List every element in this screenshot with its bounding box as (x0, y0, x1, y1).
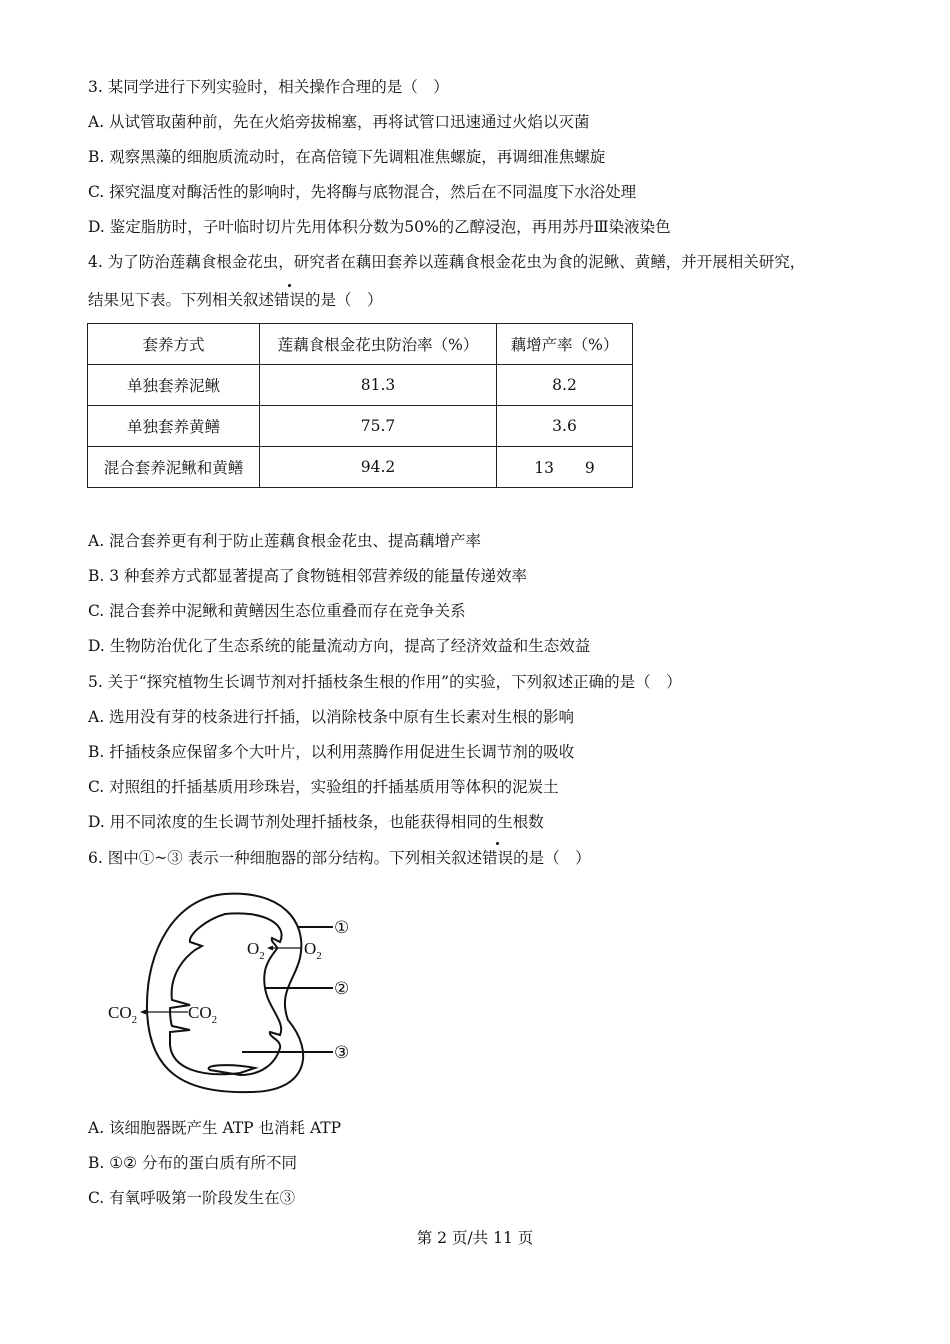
q6-stem-emphasis: 错误 (482, 849, 514, 867)
label-1: ① (334, 918, 350, 937)
table-cell: 75.7 (260, 406, 497, 447)
table-header: 藕增产率（%） (497, 324, 633, 365)
q4-stem-line2 (88, 290, 383, 310)
table-cell: 混合套养泥鳅和黄鳝 (88, 447, 260, 488)
table-cell: 单独套养黄鳝 (88, 406, 260, 447)
q4-stem-emphasis: 错误 (274, 291, 306, 309)
o2-inner: $O_2$ (247, 939, 265, 962)
table-header: 莲藕食根金花虫防治率（%） (260, 324, 497, 365)
table-cell: 单独套养泥鳅 (88, 365, 260, 406)
q6-stem-pre: 6. 图中①~③ 表示一种细胞器的部分结构。下列相关叙述 (88, 849, 483, 867)
table-cell: 8.2 (497, 365, 633, 406)
q6-stem-post: 的是（ ） (513, 849, 591, 867)
q3-option-a: A. 从试管取菌种前，先在火焰旁拔棉塞，再将试管口迅速通过火焰以灭菌 (88, 113, 590, 131)
arrow-head-co2 (140, 1010, 146, 1015)
q5-option-c: C. 对照组的扦插基质用珍珠岩，实验组的扦插基质用等体积的泥炭土 (88, 778, 559, 796)
arrow-head-o2 (267, 946, 273, 951)
table-header: 套养方式 (88, 324, 260, 365)
table-row (88, 447, 633, 488)
page-footer: 第 2 页/共 11 页 (416, 1229, 534, 1247)
outer-membrane (147, 894, 303, 1092)
table-cell: 3.6 (497, 406, 633, 447)
table-row (88, 406, 633, 447)
q4-option-b: B. 3 种套养方式都显著提高了食物链相邻营养级的能量传递效率 (88, 567, 528, 585)
q3-stem: 3. 某同学进行下列实验时，相关操作合理的是（ ） (88, 78, 449, 96)
inner-membrane (170, 913, 282, 1075)
q6-option-a: A. 该细胞器既产生 ATP 也消耗 ATP (88, 1119, 342, 1137)
q6-option-b: B. ①② 分布的蛋白质有所不同 (88, 1154, 297, 1172)
q5-option-d: D. 用不同浓度的生长调节剂处理扦插枝条，也能获得相同的生根数 (88, 813, 544, 831)
q5-option-a: A. 选用没有芽的枝条进行扦插，以消除枝条中原有生长素对生根的影响 (88, 708, 575, 726)
q4-stem-post: 的是（ ） (305, 291, 383, 309)
q3-option-b: B. 观察黑藻的细胞质流动时，在高倍镜下先调粗准焦螺旋，再调细准焦螺旋 (88, 148, 606, 166)
co2-inner: $CO_2$ (188, 1003, 218, 1026)
q4-option-c: C. 混合套养中泥鳅和黄鳝因生态位重叠而存在竞争关系 (88, 602, 466, 620)
results-table (87, 323, 633, 488)
q6-option-c: C. 有氧呼吸第一阶段发生在③ (88, 1189, 296, 1207)
q4-stem-pre: 结果见下表。下列相关叙述 (88, 291, 275, 309)
table-cell: 81.3 (260, 365, 497, 406)
q3-option-c: C. 探究温度对酶活性的影响时，先将酶与底物混合，然后在不同温度下水浴处理 (88, 183, 637, 201)
o2-outer: $O_2$ (304, 939, 322, 962)
table-header-row (88, 324, 633, 365)
q5-option-b: B. 扦插枝条应保留多个大叶片，以利用蒸腾作用促进生长调节剂的吸收 (88, 743, 575, 761)
q4-option-a: A. 混合套养更有利于防止莲藕食根金花虫、提高藕增产率 (88, 532, 482, 550)
q3-option-d: D. 鉴定脂肪时，子叶临时切片先用体积分数为50%的乙醇浸泡，再用苏丹Ⅲ染液染色 (88, 218, 671, 236)
q4-option-d: D. 生物防治优化了生态系统的能量流动方向，提高了经济效益和生态效益 (88, 637, 591, 655)
q5-stem: 5. 关于“探究植物生长调节剂对扦插枝条生根的作用”的实验，下列叙述正确的是（ ） (88, 673, 682, 691)
co2-outer: $CO_2$ (108, 1003, 138, 1026)
q6-stem (88, 848, 591, 868)
mitochondrion-diagram (90, 880, 380, 1100)
table-row (88, 365, 633, 406)
table-cell: 94.2 (260, 447, 497, 488)
table-cell: 13 9 (497, 447, 633, 488)
label-3: ③ (334, 1043, 350, 1062)
q4-stem-line1: 4. 为了防治莲藕食根金花虫，研究者在藕田套养以莲藕食根金花虫为食的泥鳅、黄鳝，并开展相关研究， (88, 253, 806, 271)
label-2: ② (334, 979, 350, 998)
